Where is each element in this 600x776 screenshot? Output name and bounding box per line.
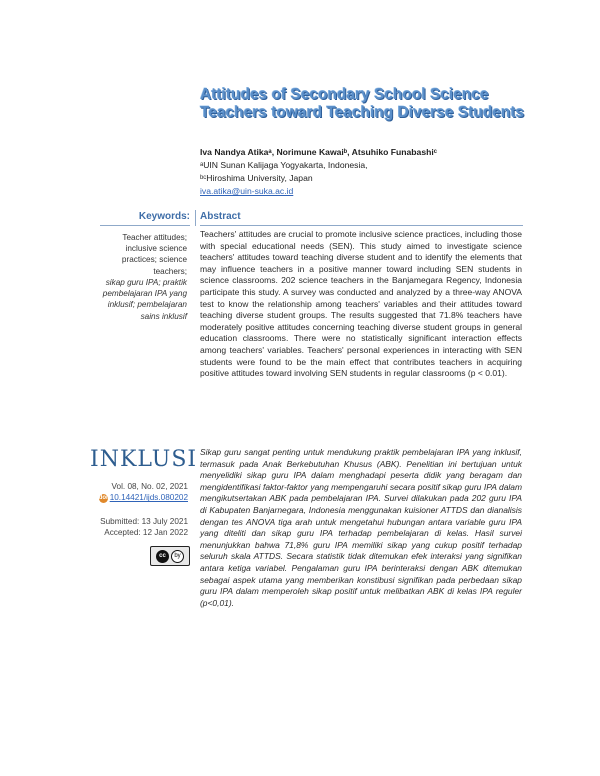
article-title [200, 86, 530, 122]
keywords-heading: Keywords: [138, 211, 190, 222]
journal-volume: Vol. 08, No. 02, 2021 [111, 482, 188, 491]
affiliation-bc: ᵇᶜHiroshima University, Japan [200, 173, 313, 183]
keyword-line: practices; science [121, 255, 187, 265]
author-email-link[interactable]: iva.atika@uin-suka.ac.id [200, 186, 294, 196]
abstract-indonesian: Sikap guru sangat penting untuk mendukung praktik pembelajaran IPA yang inklusif, termasuk pada Anak Berkebutuhan Khusus (ABK). Penelitian ini bertujuan untuk menyelidiki sikap guru IPA dalam menghadapi peserta didik yang beragam dan mengidentifikasi faktor-faktor yang mempengaruhi secara positif sikap guru IPA dalam mengikutsertakan ABK pada pembelajaran IPA. Survei dilakukan pada 202 guru IPA di Kabupaten Banjarnegara, Indonesia menggunakan kuisioner ATTDS dan dianalisis dengan tes ANOVA tiga arah untuk mengetahui hubungan antara variable guru IPA yang diteliti dan sikap guru IPA terhadap pembelajaran di kelas. Hasil survei menunjukkan bahwa 71,8% guru IPA memiliki sikap yang cukup positif terhadap seluruh skala ATTDS. Secara statistik tidak ditemukan efek interaksi yang signifikan antara ketiga variabel. Pengalaman guru IPA berinteraksi dengan ABK ditemukan sebagai aspek utama yang memberikan konstibusi signifikan pada perbedaan sikap guru IPA dalam memperoleh sikap positif untuk melibatkan ABK di kelas IPA reguler (p<0,01). [200, 447, 522, 608]
article-title-line-1: Attitudes of Secondary School Science [200, 86, 489, 103]
journal-meta [90, 481, 188, 503]
creative-commons-license-badge[interactable] [150, 546, 190, 566]
abstract-english: Teachers' attitudes are crucial to promote inclusive science practices, including those with special educational needs (SEN). This study aimed to investigate science teachers' attitudes toward teaching diverse student and to identify the elements that may influence teachers in a positive manner toward including SEN students in science classrooms. 202 science teachers in the Banjamegara Regency, Indonesia participate this study. A survey was conducted and analyzed by a three-way ANOVA test to know the relationship among teachers' variables and their attitudes toward teaching diverse student groups. The results suggested that 71.8% teachers have moderately positive attitudes concerning teaching diverse student groups in general education classrooms. There were no statistically significant interaction effects among teachers' variables. Teachers' personal experiences in interacting with SEN students were found to be the main effect that contributes teachers in acquiring positive attitudes toward involving SEN students in regular classrooms (p < 0.01). [200, 229, 522, 379]
doi-row [90, 492, 188, 503]
keyword-line: sains inklusif [140, 311, 187, 321]
article-title-line-2: Teachers toward Teaching Diverse Students [200, 104, 525, 121]
keyword-line: pembelajaran IPA yang [102, 289, 187, 299]
abstract-rule [200, 225, 523, 226]
keyword-line: teachers; [153, 266, 187, 276]
keyword-line: inklusif; pembelajaran [107, 300, 187, 310]
heading-divider [195, 210, 196, 226]
doi-icon: doi [98, 494, 108, 501]
affiliation-a: ᵃUIN Sunan Kalijaga Yogyakarta, Indonesia, [200, 160, 368, 170]
submitted-date: Submitted: 13 July 2021 [100, 517, 188, 526]
by-attribution-icon: by [171, 550, 184, 563]
accepted-date: Accepted: 12 Jan 2022 [104, 528, 188, 538]
keywords-indonesian [95, 277, 187, 322]
abstract-heading: Abstract [200, 211, 241, 222]
journal-logo [90, 447, 198, 472]
journal-logo-text: INKLUSI [90, 447, 198, 472]
author-names: Iva Nandya Atikaᵃ, Norimune Kawaiᵇ, Atsuhiko Funabashiᶜ [200, 147, 438, 157]
keyword-line: Teacher attitudes; [122, 233, 187, 242]
keyword-line: inclusive science [125, 244, 187, 254]
keywords-rule [100, 225, 190, 226]
cc-icon: cc [156, 550, 169, 563]
doi-link[interactable]: 10.14421/ijds.080202 [109, 493, 188, 503]
author-block [200, 146, 437, 198]
keyword-line: sikap guru IPA; praktik [105, 278, 187, 287]
keywords-english [100, 232, 187, 277]
article-dates [90, 516, 188, 538]
